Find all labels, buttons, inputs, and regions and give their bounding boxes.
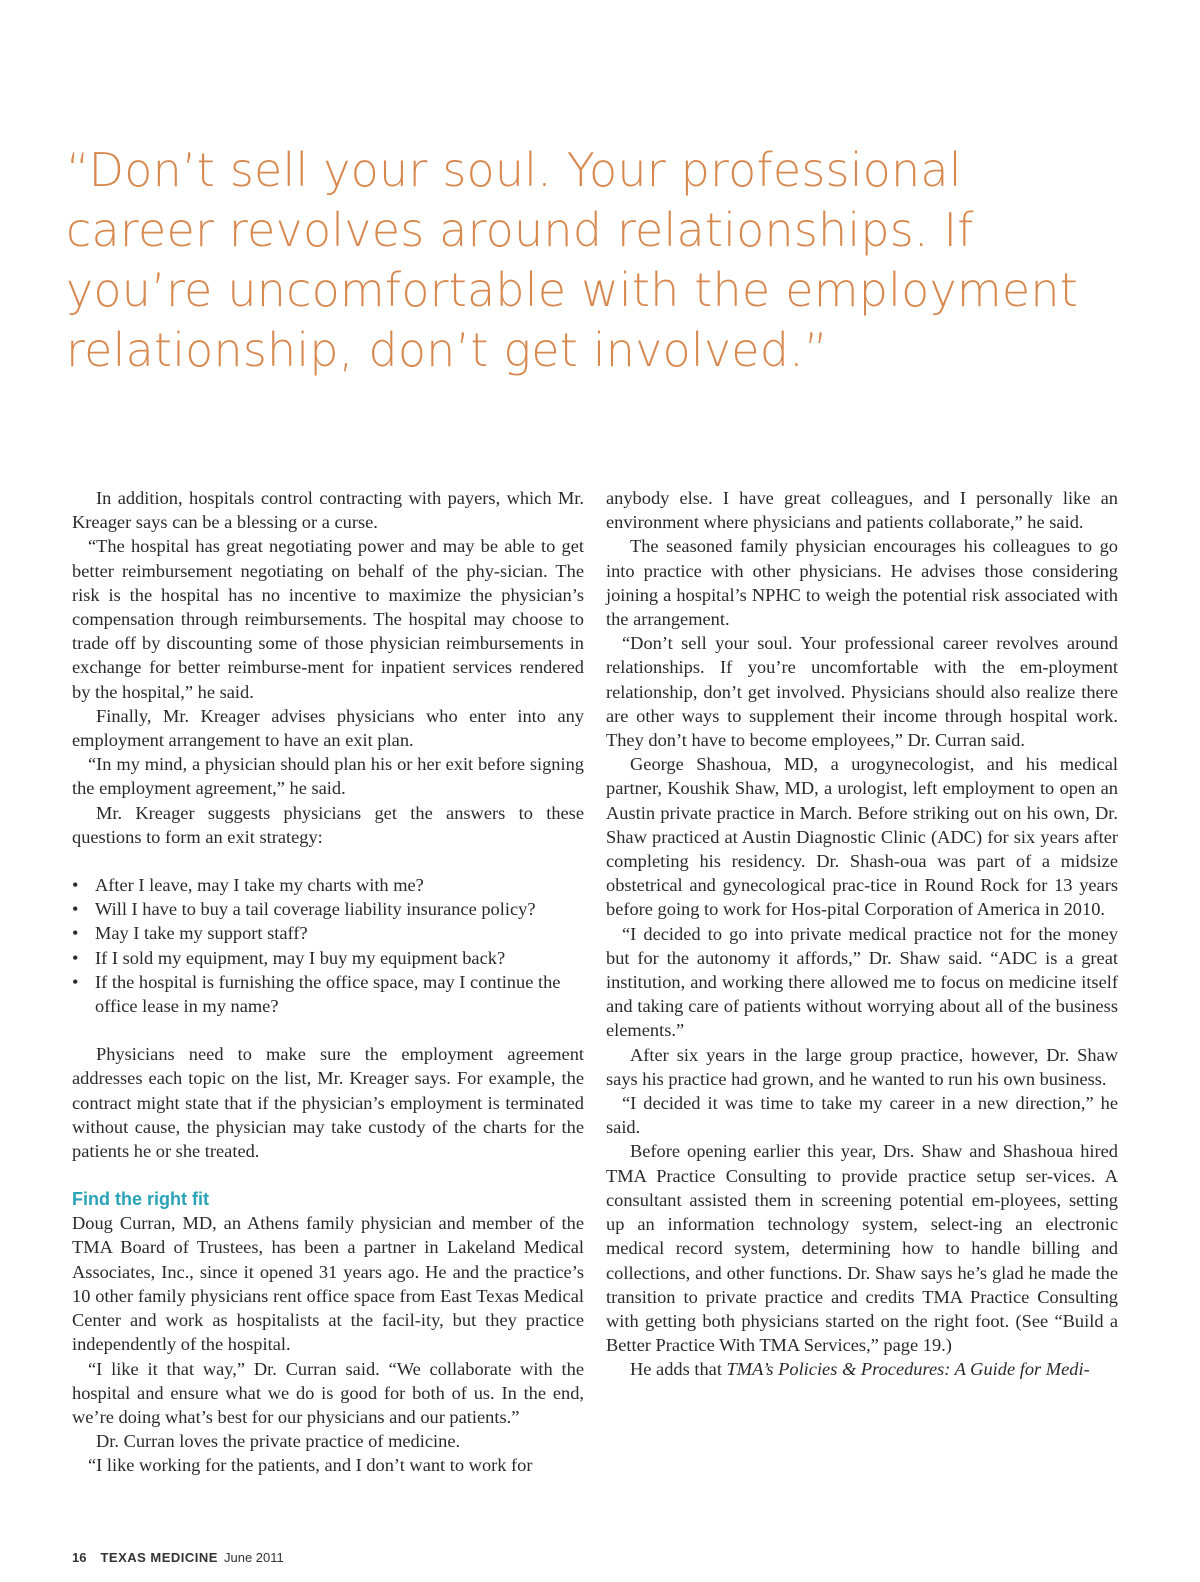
bullet-icon: •: [72, 875, 79, 896]
paragraph: “Don’t sell your soul. Your professional career revolves around relationships. If you’re uncomfortable with the em-ployment relationship, don’t get involved. Physicians should also realize there are other ways to supplement their income through hospital work. They don’t have to become employees,” Dr. Curran said.: [606, 633, 1118, 751]
paragraph-lead: He adds that: [630, 1359, 727, 1380]
section-heading: Find the right fit: [72, 1189, 209, 1210]
paragraph: anybody else. I have great colleagues, and I personally like an environment where physicians and patients collaborate,” he said.: [606, 488, 1118, 533]
bullet-icon: •: [72, 923, 79, 944]
paragraph: In addition, hospitals control contracting with payers, which Mr. Kreager says can be a blessing or a curse.: [72, 488, 584, 533]
pull-quote: “Don’t sell your soul. Your professional career revolves around relationships. If you’re uncomfortable with the employment relationship, don’t get involved.”: [66, 143, 1078, 377]
list-item-text: May I take my support staff?: [95, 923, 308, 944]
bullet-icon: •: [72, 971, 79, 992]
paragraph: After six years in the large group practice, however, Dr. Shaw says his practice had grown, and he wanted to run his own business.: [606, 1044, 1118, 1089]
paragraph: “I like working for the patients, and I don’t want to work for: [88, 1455, 533, 1476]
paragraph: “I like it that way,” Dr. Curran said. “We collaborate with the hospital and ensure what we do is good for both of us. In the end, we’re doing what’s best for our physicians and our patients.”: [72, 1358, 584, 1427]
paragraph: Finally, Mr. Kreager advises physicians who enter into any employment arrangement to have an exit plan.: [72, 705, 584, 751]
magazine-name: TEXAS MEDICINE: [100, 1550, 218, 1565]
right-column: [606, 486, 1118, 1382]
paragraph: The seasoned family physician encourages his colleagues to go into practice with other physicians. He advises those considering joining a hospital’s NPHC to weigh the potential risk associated with the arrangement.: [606, 536, 1118, 630]
list-item: [72, 970, 584, 1018]
paragraph: Dr. Curran loves the private practice of medicine.: [96, 1431, 461, 1452]
paragraph: [606, 1357, 1118, 1381]
paragraph: “In my mind, a physician should plan his or her exit before signing the employment agreement,” he said.: [72, 754, 584, 799]
paragraph: Mr. Kreager suggests physicians get the answers to these questions to form an exit strategy:: [72, 802, 584, 847]
list-item: [72, 946, 584, 970]
issue-date: June 2011: [223, 1550, 284, 1565]
page-number: 16: [72, 1550, 87, 1565]
list-item: [72, 921, 584, 945]
paragraph: George Shashoua, MD, a urogynecologist, and his medical partner, Koushik Shaw, MD, a urologist, left employment to open an Austin private practice in March. Before striking out on his own, Dr. Shaw practiced at Austin Diagnostic Clinic (ADC) for six years after completing his residency. Dr. Shash-oua was part of a midsize obstetrical and gynecological prac-tice in Round Rock for 13 years before going to work for Hos-pital Corporation of America in 2010.: [606, 754, 1118, 920]
page-footer: [72, 1550, 284, 1565]
paragraph: Before opening earlier this year, Drs. Shaw and Shashoua hired TMA Practice Consulting to provide practice setup ser-vices. A consultant assisted them in screening potential em-ployees, setting up an information technology system, select-ing an electronic medical record system, determining how to handle billing and collections, and other functions. Dr. Shaw says he’s glad he made the transition to private practice and credits TMA Practice Consulting with getting both physicians started on the right foot. (See “Build a Better Practice With TMA Services,” page 19.): [606, 1141, 1118, 1356]
paragraph: “The hospital has great negotiating power and may be able to get better reimbursement negotiating on behalf of the phy-sician. The risk is the hospital has no incentive to maximize the physician’s compensation through reimbursements. The hospital may choose to trade off by discounting some of those physician reimbursements in exchange for better reimburse-ment for inpatient services rendered by the hospital,” he said.: [72, 536, 584, 702]
paragraph: “I decided to go into private medical practice not for the money but for the autonomy it affords,” Dr. Shaw said. “ADC is a great institution, and working there allowed me to focus on medicine itself and taking care of patients without worrying about all of the business elements.”: [606, 923, 1118, 1041]
list-item-text: After I leave, may I take my charts with me?: [95, 875, 424, 896]
bullet-icon: •: [72, 899, 79, 920]
list-item-text: If the hospital is furnishing the office space, may I continue the office lease in my name?: [95, 971, 561, 1017]
bullet-icon: •: [72, 947, 79, 968]
left-column: [72, 486, 584, 1478]
list-item: [72, 897, 584, 921]
list-item: [72, 873, 584, 897]
paragraph: Physicians need to make sure the employment agreement addresses each topic on the list, Mr. Kreager says. For example, the contract might state that if the physician’s employment is terminated without cause, the physician may take custody of the charts for the patients he or she treated.: [72, 1044, 584, 1162]
list-item-text: Will I have to buy a tail coverage liability insurance policy?: [95, 899, 536, 920]
paragraph: Doug Curran, MD, an Athens family physician and member of the TMA Board of Trustees, has been a partner in Lakeland Medical Associates, Inc., since it opened 31 years ago. He and the practice’s 10 other family physicians rent office space from East Texas Medical Center and work as hospitalists at the facil-ity, but they practice independently of the hospital.: [72, 1213, 584, 1355]
list-item-text: If I sold my equipment, may I buy my equipment back?: [95, 947, 506, 968]
paragraph: “I decided it was time to take my career in a new direction,” he said.: [606, 1093, 1118, 1138]
exit-strategy-questions-list: [72, 873, 584, 1018]
publication-title: TMA’s Policies & Procedures: A Guide for Medi-: [726, 1359, 1090, 1380]
